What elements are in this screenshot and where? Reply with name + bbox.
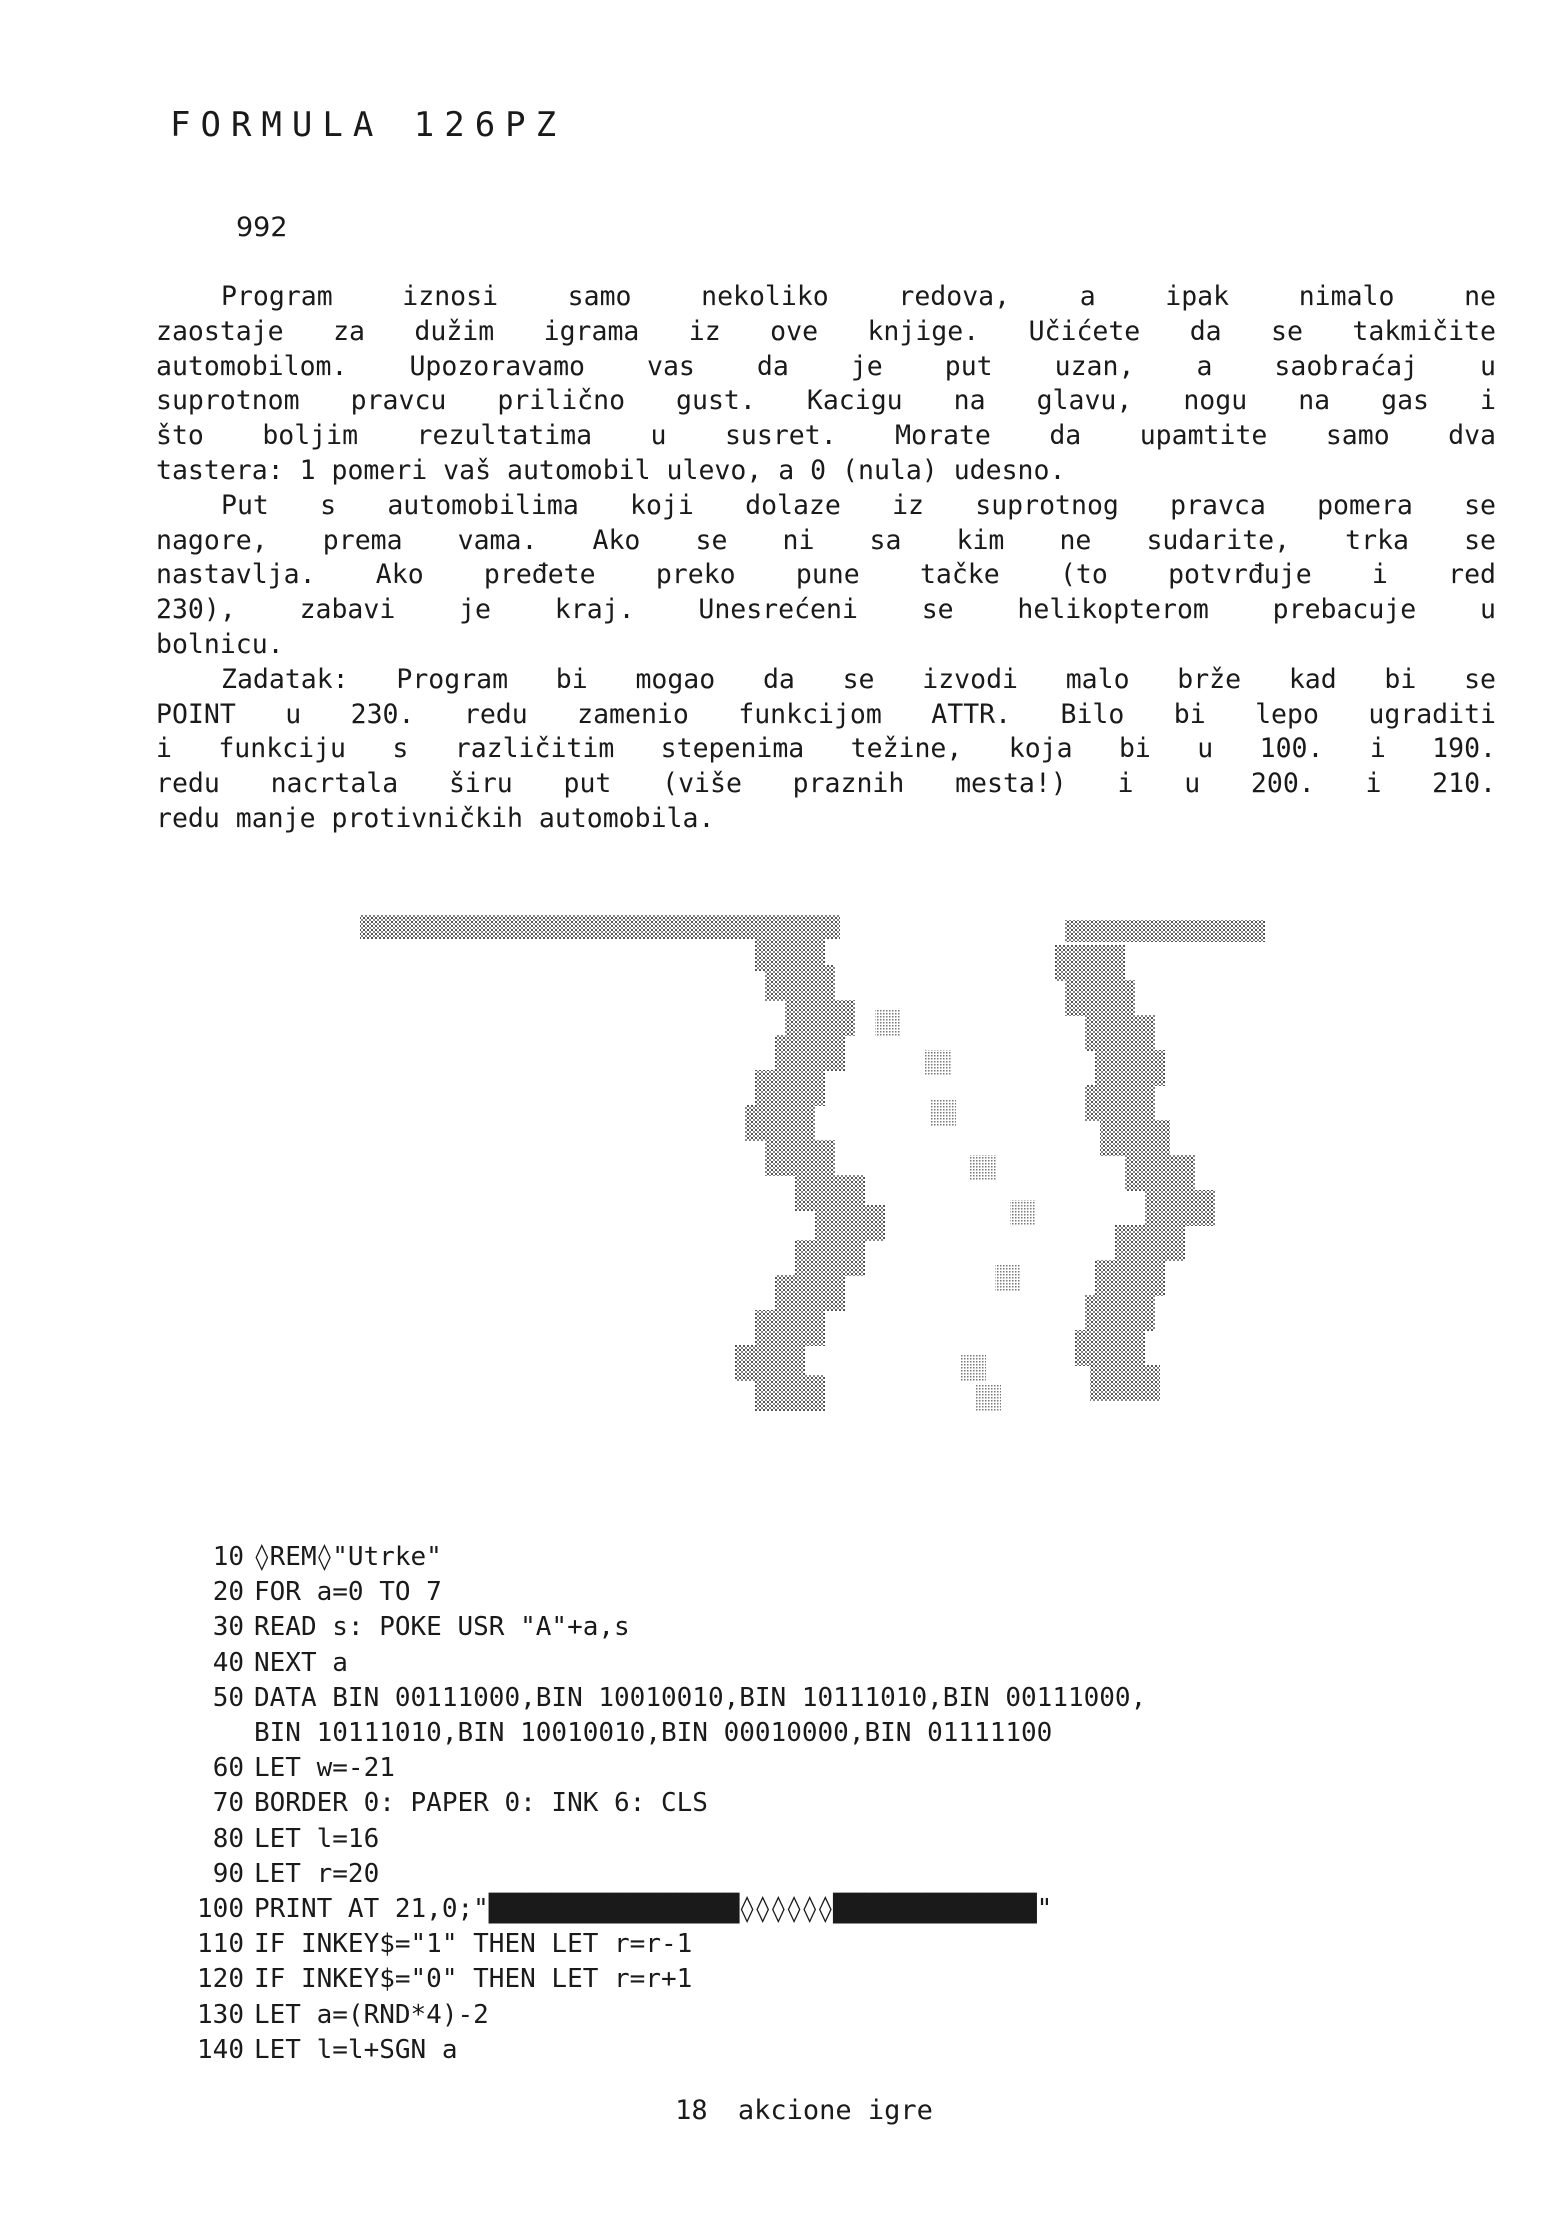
article-body	[156, 280, 1496, 837]
road-edge-block	[1085, 1085, 1155, 1121]
paragraph-line: tastera: 1 pomeri vaš automobil ulevo, a 0 (nula) udesno.	[156, 454, 1066, 486]
road-top-bar-right	[1065, 920, 1265, 942]
line-number: 20	[212, 1577, 244, 1608]
code-line	[186, 1646, 1146, 1681]
road-edge-block	[815, 1205, 885, 1241]
code-text: LET w=-21	[254, 1753, 395, 1784]
road-edge-block	[1085, 1295, 1155, 1331]
paragraph-line: zaostaje za dužim igrama iz ove knjige. Učićete da se takmičite	[156, 315, 1496, 347]
line-number: 120	[197, 1964, 244, 1995]
road-edge-block	[1125, 1155, 1195, 1191]
road-edge-block	[755, 1375, 825, 1411]
road-edge-block	[1085, 1015, 1155, 1051]
oncoming-car	[1010, 1200, 1036, 1226]
code-line	[186, 1927, 1146, 1962]
code-line	[186, 1575, 1146, 1610]
paragraph	[156, 663, 1496, 837]
road-edge-block	[775, 1035, 845, 1071]
page-footer	[0, 2095, 1548, 2126]
code-text: IF INKEY$="1" THEN LET r=r-1	[254, 1929, 693, 1960]
paragraph-line: bolnicu.	[156, 628, 284, 660]
road-edge-block	[1095, 1050, 1165, 1086]
road-edge-block	[755, 1070, 825, 1106]
road-edge-block	[775, 1275, 845, 1311]
code-text: ◊REM◊"Utrke"	[254, 1542, 442, 1572]
code-line	[186, 1822, 1146, 1857]
page-number: 992	[236, 212, 288, 243]
paragraph-line: nagore, prema vama. Ako se ni sa kim ne sudarite, trka se	[156, 524, 1496, 556]
oncoming-car	[930, 1100, 956, 1126]
line-number: 140	[197, 2034, 244, 2065]
page-title: FORMULA 126PZ	[170, 105, 567, 145]
code-line	[186, 1681, 1146, 1716]
code-text: DATA BIN 00111000,BIN 10010010,BIN 10111010,BIN 00111000,	[254, 1682, 1147, 1713]
paragraph-line: automobilom. Upozoravamo vas da je put uzan, a saobraćaj u	[156, 350, 1496, 382]
footer-section: akcione igre	[737, 2095, 933, 2126]
paragraph-line: i funkciju s različitim stepenima težine, koja bi u 100. i 190.	[156, 733, 1496, 765]
code-text: READ s: POKE USR "A"+a,s	[254, 1612, 630, 1643]
road-edge-block	[1065, 980, 1135, 1016]
paragraph-line: Zadatak: Program bi mogao da se izvodi malo brže kad bi se	[221, 663, 1496, 695]
code-line	[186, 1610, 1146, 1645]
road-edge-block	[1145, 1190, 1215, 1226]
oncoming-car	[875, 1010, 901, 1036]
paragraph-line: redu nacrtala širu put (više praznih mesta!) i u 200. i 210.	[156, 768, 1496, 800]
code-text: PRINT AT 21,0;"████████████████◊◊◊◊◊◊█████████████"	[254, 1894, 1053, 1925]
code-line	[186, 1786, 1146, 1821]
road-edge-block	[1100, 1120, 1170, 1156]
oncoming-car	[975, 1385, 1001, 1411]
line-number: 40	[212, 1647, 244, 1678]
road-edge-block	[755, 1310, 825, 1346]
code-text: LET l=l+SGN a	[254, 2034, 458, 2065]
line-number: 50	[212, 1682, 244, 1713]
line-number: 110	[197, 1929, 244, 1960]
paragraph-line: što boljim rezultatima u susret. Morate da upamtite samo dva	[156, 420, 1496, 452]
paragraph-line: Put s automobilima koji dolaze iz suprotnog pravca pomera se	[221, 489, 1496, 521]
line-number: 30	[212, 1612, 244, 1643]
line-number: 70	[212, 1788, 244, 1819]
code-line	[186, 1540, 1146, 1575]
paragraph	[156, 489, 1496, 663]
code-line	[186, 1716, 1146, 1751]
line-number: 90	[212, 1858, 244, 1889]
paragraph-line: redu manje protivničkih automobila.	[156, 802, 715, 834]
line-number: 100	[197, 1894, 244, 1925]
road-edge-block	[1115, 1225, 1185, 1261]
road-edge-block	[765, 1140, 835, 1176]
footer-page-number: 18	[675, 2095, 708, 2126]
road-edge-block	[765, 965, 835, 1001]
line-number: 10	[212, 1542, 244, 1572]
oncoming-car	[970, 1155, 996, 1181]
code-text: LET a=(RND*4)-2	[254, 1999, 489, 2030]
line-number: 130	[197, 1999, 244, 2030]
paragraph-line: 230), zabavi je kraj. Unesrećeni se helikopterom prebacuje u	[156, 594, 1496, 626]
code-text: FOR a=0 TO 7	[254, 1577, 442, 1608]
paragraph-line: POINT u 230. redu zamenio funkcijom ATTR. Bilo bi lepo ugraditi	[156, 698, 1496, 730]
road-edge-block	[795, 1240, 865, 1276]
code-line	[186, 1751, 1146, 1786]
paragraph-line: suprotnom pravcu prilično gust. Kacigu na glavu, nogu na gas i	[156, 385, 1496, 417]
code-line	[186, 1857, 1146, 1892]
oncoming-car	[960, 1355, 986, 1381]
oncoming-car	[925, 1050, 951, 1076]
road-edge-block	[785, 1000, 855, 1036]
code-text: BORDER 0: PAPER 0: INK 6: CLS	[254, 1788, 708, 1819]
game-screenshot-figure	[355, 905, 1275, 1415]
road-illustration	[355, 905, 1275, 1415]
paragraph-line: nastavlja. Ako pređete preko pune tačke (to potvrđuje i red	[156, 559, 1496, 591]
code-line	[186, 1962, 1146, 1997]
road-edge-block	[1075, 1330, 1145, 1366]
road-edge-block	[1090, 1365, 1160, 1401]
line-number: 80	[212, 1823, 244, 1854]
line-number: 60	[212, 1753, 244, 1784]
paragraph-line: Program iznosi samo nekoliko redova, a ipak nimalo ne	[221, 281, 1496, 312]
road-edge-block	[745, 1105, 815, 1141]
road-edge-block	[1095, 1260, 1165, 1296]
code-line	[186, 1998, 1146, 2033]
code-text: NEXT a	[254, 1647, 348, 1678]
oncoming-car	[995, 1265, 1021, 1291]
code-text: LET l=16	[254, 1823, 380, 1854]
basic-listing	[186, 1540, 1146, 2068]
paragraph	[156, 280, 1496, 489]
code-text: BIN 10111010,BIN 10010010,BIN 00010000,BIN 01111100	[254, 1718, 1053, 1749]
code-line	[186, 2033, 1146, 2068]
code-text: IF INKEY$="0" THEN LET r=r+1	[254, 1964, 693, 1995]
code-text: LET r=20	[254, 1858, 380, 1889]
code-line	[186, 1892, 1146, 1927]
road-edge-block	[1055, 945, 1125, 981]
